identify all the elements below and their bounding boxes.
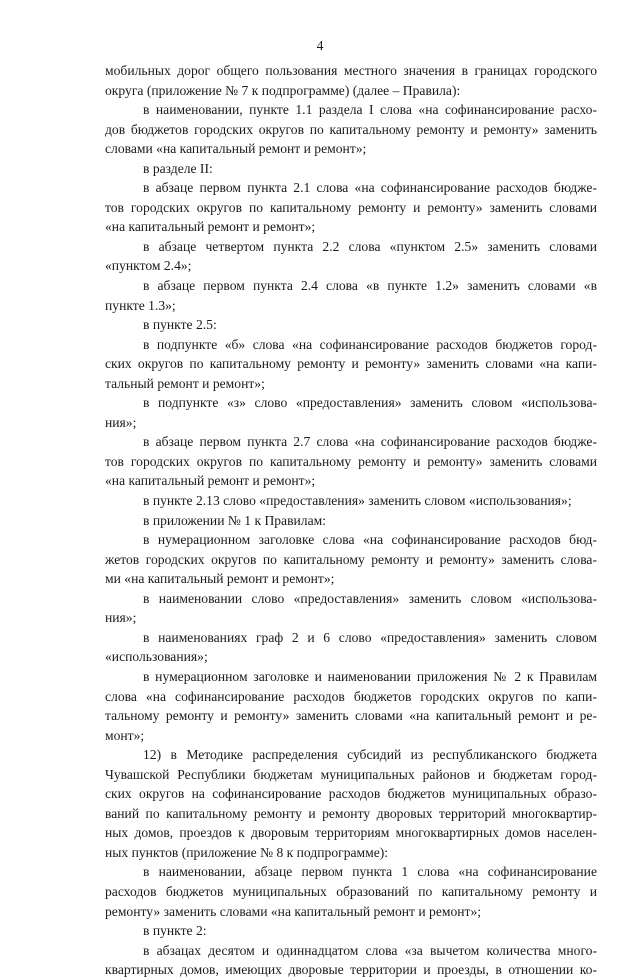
text-line: ния»; bbox=[105, 610, 137, 626]
text-line: в абзаце первом пункта 2.1 слова «на софинансирование расходов бюдже- bbox=[143, 180, 597, 196]
text-line: 12) в Методике распределения субсидий из республиканского бюджета bbox=[143, 747, 597, 763]
text-line: квартирных домов, имеющих дворовые территории и проезды, в отношении ко- bbox=[105, 962, 597, 978]
text-line: мобильных дорог общего пользования местного значения в границах городского bbox=[105, 63, 597, 78]
text-line: в пункте 2.13 слово «предоставления» заменить словом «использования»; bbox=[143, 493, 572, 509]
text-line: ских округов на софинансирование расходов бюджетов муниципальных образо- bbox=[105, 786, 597, 802]
text-line: монт»; bbox=[105, 727, 145, 743]
text-line: пункте 1.3»; bbox=[105, 297, 176, 313]
text-line: «на капитальный ремонт и ремонт»; bbox=[105, 473, 316, 489]
text-line: в разделе II: bbox=[143, 160, 213, 176]
text-line: тов городских округов по капитальному ремонту и ремонту» заменить словами bbox=[105, 453, 597, 469]
text-line: тальный ремонт и ремонт»; bbox=[105, 375, 265, 391]
text-line: в наименовании слово «предоставления» заменить словом «использова- bbox=[143, 590, 597, 606]
text-line: в наименовании, абзаце первом пункта 1 слова «на софинансирование bbox=[143, 864, 597, 880]
text-line: ния»; bbox=[105, 414, 137, 430]
text-line: дов бюджетов городских округов по капитальному ремонту и ремонту» заменить bbox=[105, 121, 597, 137]
text-line: в пункте 2.5: bbox=[143, 317, 217, 333]
text-line: тов городских округов по капитальному ремонту и ремонту» заменить словами bbox=[105, 199, 597, 215]
text-line: ных домов, проездов к дворовым территориям многоквартирных домов населен- bbox=[105, 825, 597, 841]
text-line: словами «на капитальный ремонт и ремонт»; bbox=[105, 141, 367, 157]
text-line: в нумерационном заголовке слова «на софинансирование расходов бюд- bbox=[143, 532, 597, 548]
text-line: «использования»; bbox=[105, 649, 208, 665]
text-line: «пунктом 2.4»; bbox=[105, 258, 192, 274]
text-line: ремонту» заменить словами «на капитальный ремонт и ремонт»; bbox=[105, 903, 482, 919]
text-line: «на капитальный ремонт и ремонт»; bbox=[105, 219, 316, 235]
text-line: в подпункте «б» слова «на софинансирование расходов бюджетов город- bbox=[143, 336, 597, 352]
text-line: в нумерационном заголовке и наименовании приложения № 2 к Правилам bbox=[143, 668, 597, 684]
text-line: ваний по капитальному ремонту и ремонту дворовых территорий многоквартир- bbox=[105, 805, 597, 821]
text-line: Чувашской Республики бюджетам муниципальных районов и бюджетам город- bbox=[105, 766, 597, 782]
text-line: расходов бюджетов муниципальных образований по капитальному ремонту и bbox=[105, 883, 597, 899]
text-line: в наименовании, пункте 1.1 раздела I слова «на софинансирование расхо- bbox=[143, 102, 597, 118]
text-line: в приложении № 1 к Правилам: bbox=[143, 512, 326, 528]
text-line: в наименованиях граф 2 и 6 слово «предоставления» заменить словом bbox=[143, 629, 597, 645]
document-body bbox=[105, 61, 597, 980]
text-line: в абзацах десятом и одиннадцатом слова «за вычетом количества много- bbox=[143, 942, 597, 958]
text-line: жетов городских округов по капитальному ремонту и ремонту» заменить слова- bbox=[105, 551, 597, 567]
text-line: в абзаце первом пункта 2.4 слова «в пункте 1.2» заменить словами «в bbox=[143, 278, 597, 294]
text-line: в абзаце первом пункта 2.7 слова «на софинансирование расходов бюдже- bbox=[143, 434, 597, 450]
page-number: 4 bbox=[316, 38, 324, 53]
text-line: в пункте 2: bbox=[143, 923, 207, 939]
text-line: тальному ремонту и ремонту» заменить словами «на капитальный ремонт и ре- bbox=[105, 708, 597, 724]
text-line: ми «на капитальный ремонт и ремонт»; bbox=[105, 571, 335, 587]
text-line: ных пунктов (приложение № 8 к подпрограмме): bbox=[105, 844, 389, 860]
text-line: в абзаце четвертом пункта 2.2 слова «пунктом 2.5» заменить словами bbox=[143, 238, 597, 254]
text-line: в подпункте «з» слово «предоставления» заменить словом «использова- bbox=[143, 395, 597, 411]
text-line: округа (приложение № 7 к подпрограмме) (далее – Правила): bbox=[105, 82, 461, 98]
text-line: слова «на софинансирование расходов бюджетов городских округов по капи- bbox=[105, 688, 597, 704]
text-line: ских округов по капитальному ремонту и ремонту» заменить словами «на капи- bbox=[105, 356, 597, 372]
